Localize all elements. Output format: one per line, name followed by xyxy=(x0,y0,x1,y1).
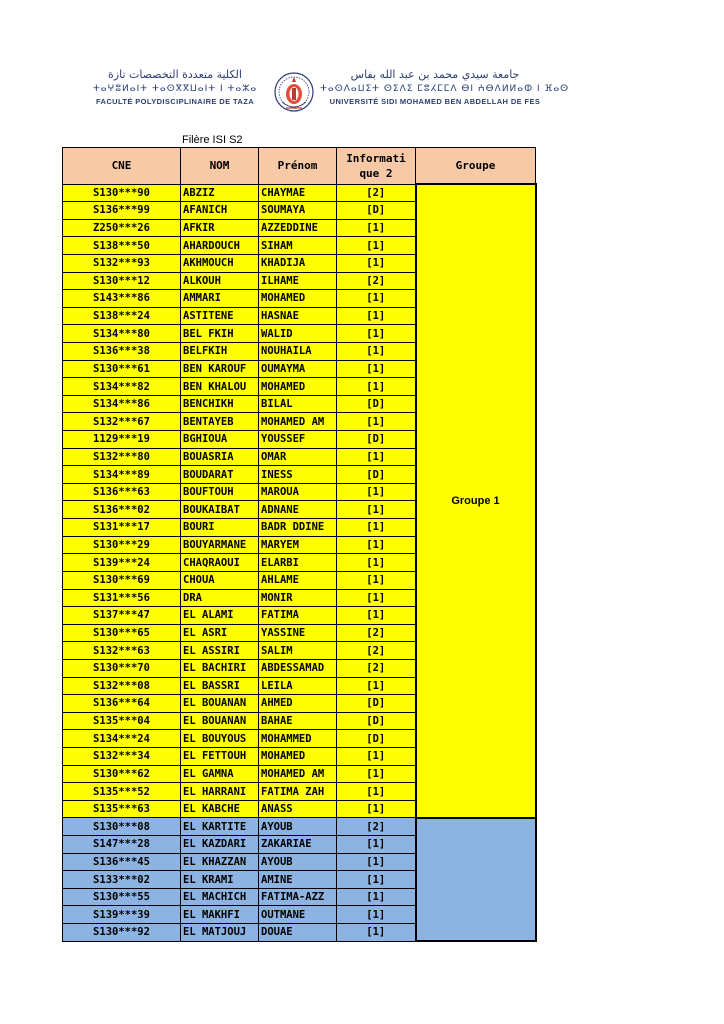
cell-nom: ALKOUH xyxy=(181,272,259,290)
column-header-informatique-line2: que 2 xyxy=(359,166,393,180)
cell-info: [1] xyxy=(337,254,416,272)
student-group-table xyxy=(62,147,537,942)
cell-cne: S130***90 xyxy=(63,184,181,202)
cell-info: [1] xyxy=(337,783,416,801)
cell-prenom: BAHAE xyxy=(259,712,337,730)
cell-info: [1] xyxy=(337,765,416,783)
cell-nom: EL ALAMI xyxy=(181,607,259,625)
cell-info: [1] xyxy=(337,836,416,854)
cell-nom: CHAQRAOUI xyxy=(181,554,259,572)
cell-prenom: SIHAM xyxy=(259,237,337,255)
cell-info: [1] xyxy=(337,677,416,695)
cell-prenom: MOHAMED xyxy=(259,290,337,308)
cell-info: [D] xyxy=(337,730,416,748)
cell-info: [1] xyxy=(337,924,416,942)
cell-info: [D] xyxy=(337,395,416,413)
cell-cne: S134***80 xyxy=(63,325,181,343)
cell-nom: AHARDOUCH xyxy=(181,237,259,255)
cell-nom: EL KABCHE xyxy=(181,800,259,818)
cell-cne: S136***02 xyxy=(63,501,181,519)
faculty-name-arabic: الكلية متعددة التخصصات تازة xyxy=(108,68,242,81)
cell-cne: S130***92 xyxy=(63,924,181,942)
cell-cne: S130***29 xyxy=(63,536,181,554)
cell-prenom: FATIMA-AZZ xyxy=(259,888,337,906)
cell-prenom: OUTMANE xyxy=(259,906,337,924)
table-body xyxy=(63,184,536,941)
cell-info: [D] xyxy=(337,695,416,713)
cell-prenom: SALIM xyxy=(259,642,337,660)
cell-prenom: AZZEDDINE xyxy=(259,219,337,237)
cell-cne: S131***17 xyxy=(63,519,181,537)
cell-cne: S138***50 xyxy=(63,237,181,255)
cell-nom: BOUASRIA xyxy=(181,448,259,466)
cell-nom: BENTAYEB xyxy=(181,413,259,431)
table-header-row xyxy=(63,148,536,185)
cell-info: [2] xyxy=(337,624,416,642)
cell-nom: BEN KHALOU xyxy=(181,378,259,396)
cell-info: [1] xyxy=(337,853,416,871)
cell-nom: EL BASSRI xyxy=(181,677,259,695)
cell-info: [1] xyxy=(337,219,416,237)
cell-info: [1] xyxy=(337,748,416,766)
cell-info: [1] xyxy=(337,501,416,519)
cell-cne: Z250***26 xyxy=(63,219,181,237)
cell-cne: S132***93 xyxy=(63,254,181,272)
cell-prenom: SOUMAYA xyxy=(259,202,337,220)
group-cell xyxy=(416,818,536,941)
cell-nom: DRA xyxy=(181,589,259,607)
cell-nom: BENCHIKH xyxy=(181,395,259,413)
cell-info: [1] xyxy=(337,607,416,625)
cell-prenom: AHLAME xyxy=(259,571,337,589)
cell-cne: S135***52 xyxy=(63,783,181,801)
cell-info: [1] xyxy=(337,342,416,360)
cell-nom: AMMARI xyxy=(181,290,259,308)
cell-prenom: DOUAE xyxy=(259,924,337,942)
cell-prenom: MOHAMED xyxy=(259,378,337,396)
cell-info: [2] xyxy=(337,659,416,677)
cell-nom: EL MATJOUJ xyxy=(181,924,259,942)
cell-cne: S130***55 xyxy=(63,888,181,906)
cell-prenom: BADR DDINE xyxy=(259,519,337,537)
cell-info: [2] xyxy=(337,184,416,202)
cell-info: [1] xyxy=(337,519,416,537)
cell-info: [D] xyxy=(337,202,416,220)
cell-cne: S147***28 xyxy=(63,836,181,854)
cell-cne: S139***39 xyxy=(63,906,181,924)
cell-cne: S132***67 xyxy=(63,413,181,431)
cell-cne: S130***69 xyxy=(63,571,181,589)
cell-nom: EL BOUANAN xyxy=(181,695,259,713)
cell-nom: EL KRAMI xyxy=(181,871,259,889)
column-header-prenom: Prénom xyxy=(259,148,337,185)
cell-nom: BELFKIH xyxy=(181,342,259,360)
cell-cne: S136***99 xyxy=(63,202,181,220)
cell-info: [2] xyxy=(337,272,416,290)
cell-prenom: ELARBI xyxy=(259,554,337,572)
cell-nom: BOUFTOUH xyxy=(181,483,259,501)
cell-info: [D] xyxy=(337,466,416,484)
cell-prenom: NOUHAILA xyxy=(259,342,337,360)
university-emblem-icon xyxy=(272,68,316,120)
cell-info: [1] xyxy=(337,483,416,501)
cell-nom: ABZIZ xyxy=(181,184,259,202)
cell-nom: EL KARTITE xyxy=(181,818,259,836)
cell-info: [1] xyxy=(337,888,416,906)
cell-info: [2] xyxy=(337,642,416,660)
column-header-informatique xyxy=(337,148,416,185)
cell-info: [1] xyxy=(337,571,416,589)
cell-prenom: HASNAE xyxy=(259,307,337,325)
cell-cne: S134***86 xyxy=(63,395,181,413)
cell-info: [1] xyxy=(337,589,416,607)
cell-info: [1] xyxy=(337,536,416,554)
table-row xyxy=(63,818,536,836)
cell-info: [1] xyxy=(337,378,416,396)
cell-info: [D] xyxy=(337,431,416,449)
cell-prenom: MOHAMED AM xyxy=(259,413,337,431)
page-header xyxy=(70,68,570,120)
column-header-cne: CNE xyxy=(63,148,181,185)
cell-nom: AFANICH xyxy=(181,202,259,220)
cell-prenom: ANASS xyxy=(259,800,337,818)
cell-cne: S136***63 xyxy=(63,483,181,501)
cell-prenom: MOHAMED xyxy=(259,748,337,766)
cell-prenom: OMAR xyxy=(259,448,337,466)
cell-nom: EL ASSIRI xyxy=(181,642,259,660)
cell-cne: S136***38 xyxy=(63,342,181,360)
cell-cne: S130***62 xyxy=(63,765,181,783)
cell-nom: EL KHAZZAN xyxy=(181,853,259,871)
cell-nom: EL BACHIRI xyxy=(181,659,259,677)
cell-info: [1] xyxy=(337,448,416,466)
cell-cne: S131***56 xyxy=(63,589,181,607)
cell-nom: BEL FKIH xyxy=(181,325,259,343)
cell-nom: EL MAKHFI xyxy=(181,906,259,924)
university-name-tifinagh: ⵜⴰⵙⴷⴰⵡⵉⵜ ⵙⵉⴷⵉ ⵎⵓⵃⵎⵎⴷ ⴱⵏ ⵄⴱⴷⵍⵍⴰⵀ ⵏ ⴼⴰⵙ xyxy=(320,84,570,94)
cell-info: [2] xyxy=(337,818,416,836)
cell-prenom: ZAKARIAE xyxy=(259,836,337,854)
cell-info: [1] xyxy=(337,554,416,572)
cell-prenom: INESS xyxy=(259,466,337,484)
cell-cne: S139***24 xyxy=(63,554,181,572)
cell-info: [D] xyxy=(337,712,416,730)
cell-nom: EL HARRANI xyxy=(181,783,259,801)
cell-prenom: MONIR xyxy=(259,589,337,607)
cell-cne: S133***02 xyxy=(63,871,181,889)
cell-nom: EL MACHICH xyxy=(181,888,259,906)
cell-info: [1] xyxy=(337,413,416,431)
table-row xyxy=(63,184,536,202)
cell-cne: S134***24 xyxy=(63,730,181,748)
cell-nom: AFKIR xyxy=(181,219,259,237)
cell-nom: EL KAZDARI xyxy=(181,836,259,854)
cell-prenom: OUMAYMA xyxy=(259,360,337,378)
cell-cne: S137***47 xyxy=(63,607,181,625)
column-header-informatique-line1: Informati xyxy=(346,151,406,165)
cell-info: [1] xyxy=(337,290,416,308)
cell-prenom: AYOUB xyxy=(259,853,337,871)
cell-nom: AKHMOUCH xyxy=(181,254,259,272)
cell-cne: 1129***19 xyxy=(63,431,181,449)
cell-nom: BGHIOUA xyxy=(181,431,259,449)
cell-cne: S136***45 xyxy=(63,853,181,871)
cell-prenom: KHADIJA xyxy=(259,254,337,272)
cell-cne: S132***08 xyxy=(63,677,181,695)
cell-info: [1] xyxy=(337,325,416,343)
cell-nom: EL FETTOUH xyxy=(181,748,259,766)
cell-info: [1] xyxy=(337,800,416,818)
cell-prenom: CHAYMAE xyxy=(259,184,337,202)
cell-prenom: AYOUB xyxy=(259,818,337,836)
cell-info: [1] xyxy=(337,871,416,889)
cell-nom: BOURI xyxy=(181,519,259,537)
cell-nom: EL BOUANAN xyxy=(181,712,259,730)
cell-info: [1] xyxy=(337,237,416,255)
cell-cne: S135***63 xyxy=(63,800,181,818)
cell-prenom: MARYEM xyxy=(259,536,337,554)
filiere-label: Filère ISI S2 xyxy=(182,134,243,146)
cell-nom: EL BOUYOUS xyxy=(181,730,259,748)
cell-cne: S132***34 xyxy=(63,748,181,766)
cell-nom: CHOUA xyxy=(181,571,259,589)
cell-prenom: BILAL xyxy=(259,395,337,413)
university-name-latin: UNIVERSITÉ SIDI MOHAMED BEN ABDELLAH DE FES xyxy=(329,97,541,106)
cell-cne: S130***61 xyxy=(63,360,181,378)
cell-nom: BOUYARMANE xyxy=(181,536,259,554)
faculty-name-latin: FACULTÉ POLYDISCIPLINAIRE DE TAZA xyxy=(95,97,255,106)
cell-info: [1] xyxy=(337,906,416,924)
cell-prenom: MAROUA xyxy=(259,483,337,501)
column-header-nom: NOM xyxy=(181,148,259,185)
cell-cne: S134***89 xyxy=(63,466,181,484)
university-name-block xyxy=(320,68,570,108)
cell-prenom: LEILA xyxy=(259,677,337,695)
cell-info: [1] xyxy=(337,360,416,378)
cell-prenom: ADNANE xyxy=(259,501,337,519)
cell-cne: S132***80 xyxy=(63,448,181,466)
cell-cne: S136***64 xyxy=(63,695,181,713)
cell-nom: BOUKAIBAT xyxy=(181,501,259,519)
cell-prenom: ABDESSAMAD xyxy=(259,659,337,677)
cell-nom: EL ASRI xyxy=(181,624,259,642)
cell-prenom: AMINE xyxy=(259,871,337,889)
cell-cne: S130***12 xyxy=(63,272,181,290)
cell-prenom: WALID xyxy=(259,325,337,343)
cell-prenom: AHMED xyxy=(259,695,337,713)
group-cell: Groupe 1 xyxy=(416,184,536,818)
cell-prenom: ILHAME xyxy=(259,272,337,290)
faculty-name-tifinagh: ⵜⴰⵖⵓⵍⴰⵏⵜ ⵜⴰⵙⴳⴳⵡⴰⵏⵜ ⵏ ⵜⴰⵣⴰ xyxy=(92,84,258,94)
cell-cne: S130***08 xyxy=(63,818,181,836)
cell-prenom: MOHAMMED xyxy=(259,730,337,748)
cell-prenom: FATIMA ZAH xyxy=(259,783,337,801)
cell-prenom: YOUSSEF xyxy=(259,431,337,449)
cell-cne: S130***65 xyxy=(63,624,181,642)
cell-prenom: MOHAMED AM xyxy=(259,765,337,783)
faculty-name-block xyxy=(80,68,270,108)
cell-nom: EL GAMNA xyxy=(181,765,259,783)
cell-nom: BEN KAROUF xyxy=(181,360,259,378)
cell-prenom: YASSINE xyxy=(259,624,337,642)
cell-nom: BOUDARAT xyxy=(181,466,259,484)
column-header-groupe: Groupe xyxy=(416,148,536,185)
cell-prenom: FATIMA xyxy=(259,607,337,625)
cell-cne: S135***04 xyxy=(63,712,181,730)
cell-cne: S143***86 xyxy=(63,290,181,308)
cell-info: [1] xyxy=(337,307,416,325)
university-name-arabic: جامعة سيدي محمد بن عبد الله بفاس xyxy=(350,68,520,81)
cell-cne: S132***63 xyxy=(63,642,181,660)
cell-nom: ASTITENE xyxy=(181,307,259,325)
cell-cne: S130***70 xyxy=(63,659,181,677)
cell-cne: S134***82 xyxy=(63,378,181,396)
cell-cne: S138***24 xyxy=(63,307,181,325)
